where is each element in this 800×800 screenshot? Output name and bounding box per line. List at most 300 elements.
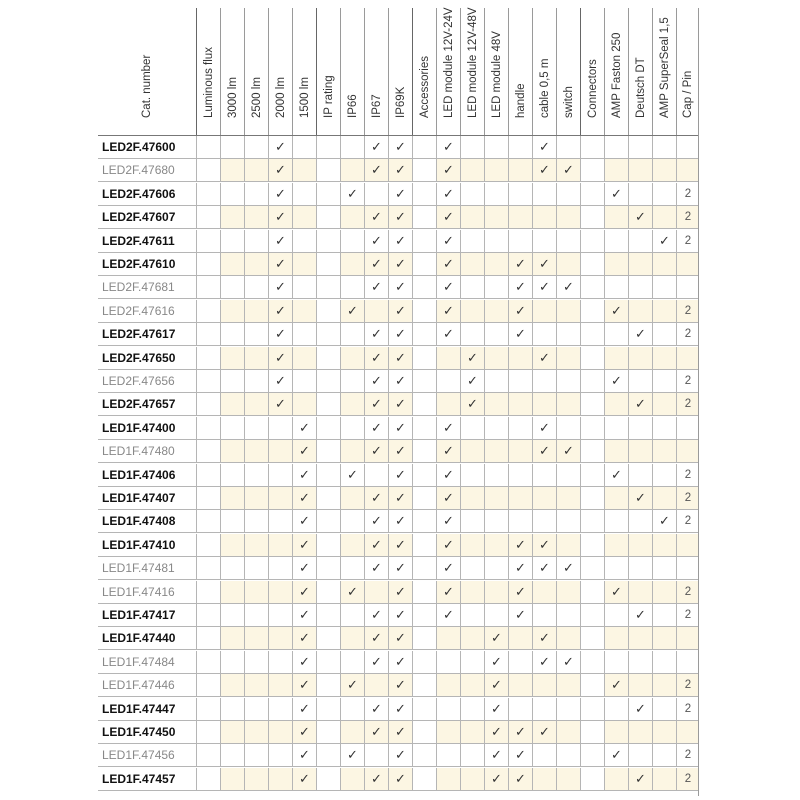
check-icon: ✓	[508, 253, 532, 275]
check-icon: ✓	[436, 604, 460, 626]
table-cell	[532, 510, 556, 532]
table-cell	[676, 721, 699, 743]
table-cell	[604, 417, 628, 439]
table-cell	[196, 300, 220, 322]
table-cell	[244, 393, 268, 415]
check-icon: ✓	[388, 347, 412, 369]
check-icon: ✓	[436, 136, 460, 158]
check-icon: ✓	[508, 276, 532, 298]
table-cell	[532, 604, 556, 626]
check-icon: ✓	[292, 627, 316, 649]
table-row	[98, 581, 699, 604]
table-cell	[484, 230, 508, 252]
table-cell	[316, 721, 340, 743]
table-cell	[676, 347, 699, 369]
table-cell: 2	[676, 323, 699, 345]
table-cell	[604, 768, 628, 790]
table-cell	[316, 604, 340, 626]
check-icon: ✓	[436, 464, 460, 486]
table-cell	[556, 674, 580, 696]
cat-number-cell: LED2F.47681	[102, 280, 175, 295]
table-cell	[412, 417, 436, 439]
check-icon: ✓	[340, 744, 364, 766]
table-cell	[244, 136, 268, 158]
table-cell	[316, 557, 340, 579]
table-cell	[628, 417, 652, 439]
table-cell	[676, 534, 699, 556]
table-cell	[484, 417, 508, 439]
check-icon: ✓	[268, 183, 292, 205]
cat-number-cell: LED2F.47657	[102, 397, 176, 412]
table-cell	[268, 768, 292, 790]
table-cell	[652, 370, 676, 392]
table-cell	[508, 230, 532, 252]
table-cell	[220, 510, 244, 532]
table-cell	[196, 417, 220, 439]
table-cell	[340, 440, 364, 462]
table-cell	[412, 557, 436, 579]
table-cell	[628, 183, 652, 205]
table-cell	[580, 183, 604, 205]
table-cell	[508, 370, 532, 392]
table-cell	[340, 323, 364, 345]
table-cell	[580, 604, 604, 626]
table-cell	[652, 183, 676, 205]
table-cell	[196, 534, 220, 556]
table-cell	[220, 721, 244, 743]
check-icon: ✓	[292, 744, 316, 766]
table-cell	[244, 417, 268, 439]
table-cell	[268, 674, 292, 696]
table-cell	[508, 464, 532, 486]
check-icon: ✓	[604, 744, 628, 766]
table-cell	[220, 581, 244, 603]
table-cell	[652, 347, 676, 369]
header-column	[508, 8, 532, 135]
table-row	[98, 534, 699, 557]
check-icon: ✓	[436, 230, 460, 252]
table-cell	[292, 347, 316, 369]
table-cell	[244, 721, 268, 743]
check-icon: ✓	[388, 674, 412, 696]
table-cell	[628, 627, 652, 649]
table-cell	[484, 136, 508, 158]
table-cell	[460, 698, 484, 720]
check-icon: ✓	[292, 721, 316, 743]
table-row	[98, 721, 699, 744]
header-column-label: IP66	[346, 94, 359, 118]
table-cell	[460, 674, 484, 696]
check-icon: ✓	[508, 323, 532, 345]
table-cell	[460, 557, 484, 579]
table-cell	[484, 604, 508, 626]
cat-number-cell: LED1F.47447	[102, 701, 176, 716]
check-icon: ✓	[292, 440, 316, 462]
check-icon: ✓	[460, 370, 484, 392]
table-cell	[604, 230, 628, 252]
table-cell	[220, 347, 244, 369]
table-cell	[268, 487, 292, 509]
check-icon: ✓	[532, 534, 556, 556]
table-cell	[580, 768, 604, 790]
cat-number-cell: LED1F.47456	[102, 748, 175, 763]
table-cell	[292, 136, 316, 158]
check-icon: ✓	[604, 674, 628, 696]
check-icon: ✓	[268, 253, 292, 275]
table-cell	[196, 347, 220, 369]
table-cell	[604, 557, 628, 579]
table-cell	[508, 698, 532, 720]
table-cell	[196, 230, 220, 252]
cat-number-cell: LED2F.47617	[102, 327, 176, 342]
check-icon: ✓	[652, 510, 676, 532]
table-row	[98, 323, 699, 346]
table-cell	[484, 393, 508, 415]
table-cell	[316, 206, 340, 228]
header-column	[340, 8, 364, 135]
table-row	[98, 300, 699, 323]
table-cell: 2	[676, 230, 699, 252]
table-cell	[316, 253, 340, 275]
table-cell	[268, 604, 292, 626]
table-cell	[340, 698, 364, 720]
table-cell	[604, 393, 628, 415]
table-cell	[556, 721, 580, 743]
table-cell: 2	[676, 604, 699, 626]
table-cell	[316, 183, 340, 205]
table-cell	[412, 768, 436, 790]
check-icon: ✓	[364, 557, 388, 579]
table-cell: 2	[676, 300, 699, 322]
check-icon: ✓	[388, 393, 412, 415]
table-cell	[652, 674, 676, 696]
check-icon: ✓	[340, 183, 364, 205]
table-cell	[436, 698, 460, 720]
table-cell	[460, 253, 484, 275]
check-icon: ✓	[508, 300, 532, 322]
check-icon: ✓	[364, 698, 388, 720]
check-icon: ✓	[292, 464, 316, 486]
table-cell	[412, 534, 436, 556]
table-cell	[196, 206, 220, 228]
table-cell	[652, 159, 676, 181]
table-cell	[244, 230, 268, 252]
table-cell	[196, 651, 220, 673]
check-icon: ✓	[388, 159, 412, 181]
table-cell	[460, 464, 484, 486]
table-cell	[292, 183, 316, 205]
table-cell	[580, 300, 604, 322]
table-cell	[340, 206, 364, 228]
table-cell	[556, 627, 580, 649]
header-column-label: AMP Faston 250	[610, 32, 623, 118]
check-icon: ✓	[604, 183, 628, 205]
check-icon: ✓	[484, 674, 508, 696]
table-cell	[340, 534, 364, 556]
table-cell	[628, 674, 652, 696]
table-cell	[220, 604, 244, 626]
check-icon: ✓	[388, 721, 412, 743]
table-cell	[652, 651, 676, 673]
header-column	[364, 8, 388, 135]
table-cell	[604, 698, 628, 720]
header-column-label: LED module 12V-48V	[466, 7, 479, 118]
cat-number-cell: LED1F.47407	[102, 491, 176, 505]
table-cell	[460, 183, 484, 205]
table-cell	[628, 276, 652, 298]
check-icon: ✓	[628, 768, 652, 790]
header-column-label: IP69K	[394, 86, 407, 118]
check-icon: ✓	[532, 276, 556, 298]
check-icon: ✓	[484, 744, 508, 766]
table-cell	[508, 206, 532, 228]
table-cell	[484, 440, 508, 462]
table-cell: 2	[676, 768, 699, 790]
table-cell	[340, 604, 364, 626]
table-cell	[196, 627, 220, 649]
header-column-label: 2000 lm	[274, 77, 287, 118]
table-cell: 2	[676, 183, 699, 205]
table-cell	[292, 253, 316, 275]
header-column-label: switch	[562, 86, 575, 118]
header-column-label: AMP SuperSeal 1,5	[658, 17, 671, 118]
check-icon: ✓	[364, 230, 388, 252]
table-cell: 2	[676, 510, 699, 532]
header-column-label: Accessories	[418, 56, 431, 118]
table-cell	[652, 300, 676, 322]
header-column	[460, 8, 484, 135]
table-cell	[508, 159, 532, 181]
table-cell	[364, 464, 388, 486]
table-cell	[196, 744, 220, 766]
table-cell	[412, 206, 436, 228]
table-cell	[628, 136, 652, 158]
table-cell	[580, 206, 604, 228]
table-row	[98, 604, 699, 627]
table-cell	[340, 557, 364, 579]
table-cell	[292, 323, 316, 345]
table-cell	[412, 487, 436, 509]
header-column-label: Luminous flux	[202, 47, 215, 118]
table-cell	[196, 698, 220, 720]
table-cell	[460, 744, 484, 766]
header-column	[268, 8, 292, 135]
table-cell	[628, 744, 652, 766]
table-cell	[412, 440, 436, 462]
header-column-label: Deutsch DT	[634, 57, 647, 118]
cat-number-cell: LED2F.47650	[102, 350, 176, 365]
table-cell	[220, 230, 244, 252]
header-column	[484, 8, 508, 135]
table-cell	[580, 276, 604, 298]
check-icon: ✓	[364, 393, 388, 415]
table-cell	[604, 136, 628, 158]
check-icon: ✓	[388, 323, 412, 345]
table-cell	[316, 487, 340, 509]
cat-number-cell: LED1F.47408	[102, 514, 176, 529]
table-cell	[508, 417, 532, 439]
table-row	[98, 510, 699, 533]
table-cell	[316, 674, 340, 696]
table-cell	[628, 347, 652, 369]
table-cell	[532, 300, 556, 322]
table-cell	[412, 581, 436, 603]
check-icon: ✓	[484, 698, 508, 720]
cat-number-cell: LED2F.47607	[102, 210, 176, 225]
table-cell	[460, 276, 484, 298]
table-cell	[580, 159, 604, 181]
check-icon: ✓	[532, 347, 556, 369]
table-cell	[364, 300, 388, 322]
table-row	[98, 440, 699, 463]
check-icon: ✓	[292, 651, 316, 673]
check-icon: ✓	[292, 417, 316, 439]
table-cell: 2	[676, 206, 699, 228]
table-cell	[604, 604, 628, 626]
table-cell	[652, 604, 676, 626]
table-cell	[580, 721, 604, 743]
table-cell	[508, 510, 532, 532]
table-cell	[604, 627, 628, 649]
table-cell	[316, 347, 340, 369]
table-cell	[508, 627, 532, 649]
table-cell	[556, 230, 580, 252]
table-cell	[220, 557, 244, 579]
table-cell	[652, 253, 676, 275]
table-cell	[244, 744, 268, 766]
table-cell: 2	[676, 370, 699, 392]
check-icon: ✓	[436, 487, 460, 509]
table-cell	[316, 159, 340, 181]
table-cell	[652, 464, 676, 486]
table-cell	[340, 253, 364, 275]
table-cell	[220, 323, 244, 345]
header-column-label: LED module 48V	[490, 31, 503, 118]
table-cell	[436, 768, 460, 790]
table-cell	[244, 651, 268, 673]
table-row	[98, 347, 699, 370]
table-cell	[676, 159, 699, 181]
check-icon: ✓	[628, 604, 652, 626]
table-cell	[436, 370, 460, 392]
table-cell	[412, 464, 436, 486]
table-row	[98, 253, 699, 276]
table-cell	[628, 651, 652, 673]
table-cell	[676, 627, 699, 649]
table-cell	[652, 276, 676, 298]
table-cell	[340, 276, 364, 298]
table-cell	[556, 183, 580, 205]
table-cell	[316, 440, 340, 462]
table-cell	[460, 651, 484, 673]
check-icon: ✓	[484, 651, 508, 673]
table-cell	[484, 276, 508, 298]
table-cell	[604, 347, 628, 369]
table-cell	[196, 136, 220, 158]
header-column-label: Cap / Pin	[682, 70, 694, 118]
check-icon: ✓	[604, 464, 628, 486]
table-cell	[556, 136, 580, 158]
table-cell	[604, 206, 628, 228]
table-cell	[532, 206, 556, 228]
table-cell	[556, 698, 580, 720]
check-icon: ✓	[388, 464, 412, 486]
table-cell	[316, 276, 340, 298]
table-cell	[436, 347, 460, 369]
check-icon: ✓	[628, 487, 652, 509]
check-icon: ✓	[508, 744, 532, 766]
table-cell	[196, 674, 220, 696]
check-icon: ✓	[268, 136, 292, 158]
check-icon: ✓	[364, 136, 388, 158]
table-cell	[628, 440, 652, 462]
check-icon: ✓	[388, 768, 412, 790]
table-cell	[652, 698, 676, 720]
table-cell	[604, 323, 628, 345]
table-cell	[484, 300, 508, 322]
table-cell	[340, 347, 364, 369]
table-right-border	[698, 8, 699, 796]
check-icon: ✓	[292, 768, 316, 790]
header-column-label: Connectors	[586, 59, 599, 118]
cat-number-cell: LED1F.47457	[102, 771, 176, 786]
table-cell	[316, 370, 340, 392]
table-cell	[244, 276, 268, 298]
table-cell	[316, 627, 340, 649]
table-cell	[556, 417, 580, 439]
table-cell	[316, 651, 340, 673]
table-cell	[268, 557, 292, 579]
table-cell	[460, 206, 484, 228]
table-cell	[556, 253, 580, 275]
table-cell	[340, 768, 364, 790]
table-cell	[652, 440, 676, 462]
table-cell	[268, 510, 292, 532]
table-cell	[196, 159, 220, 181]
cat-number-cell: LED2F.47611	[102, 233, 175, 248]
table-cell	[244, 370, 268, 392]
table-cell	[484, 464, 508, 486]
check-icon: ✓	[556, 276, 580, 298]
table-cell	[604, 276, 628, 298]
table-cell	[556, 393, 580, 415]
table-cell	[652, 744, 676, 766]
check-icon: ✓	[268, 230, 292, 252]
table-cell	[292, 230, 316, 252]
table-cell	[460, 323, 484, 345]
table-cell: 2	[676, 744, 699, 766]
cat-number-cell: LED1F.47416	[102, 584, 175, 599]
cat-number-cell: LED1F.47446	[102, 678, 175, 693]
table-cell	[244, 323, 268, 345]
table-row	[98, 698, 699, 721]
header-column-label: 3000 lm	[226, 77, 239, 118]
check-icon: ✓	[268, 323, 292, 345]
check-icon: ✓	[364, 323, 388, 345]
check-icon: ✓	[292, 557, 316, 579]
table-cell	[196, 323, 220, 345]
table-cell	[628, 581, 652, 603]
check-icon: ✓	[388, 300, 412, 322]
table-cell	[316, 698, 340, 720]
check-icon: ✓	[508, 581, 532, 603]
check-icon: ✓	[388, 604, 412, 626]
table-cell	[652, 136, 676, 158]
table-cell	[604, 487, 628, 509]
table-cell	[196, 581, 220, 603]
check-icon: ✓	[364, 159, 388, 181]
table-cell	[532, 768, 556, 790]
